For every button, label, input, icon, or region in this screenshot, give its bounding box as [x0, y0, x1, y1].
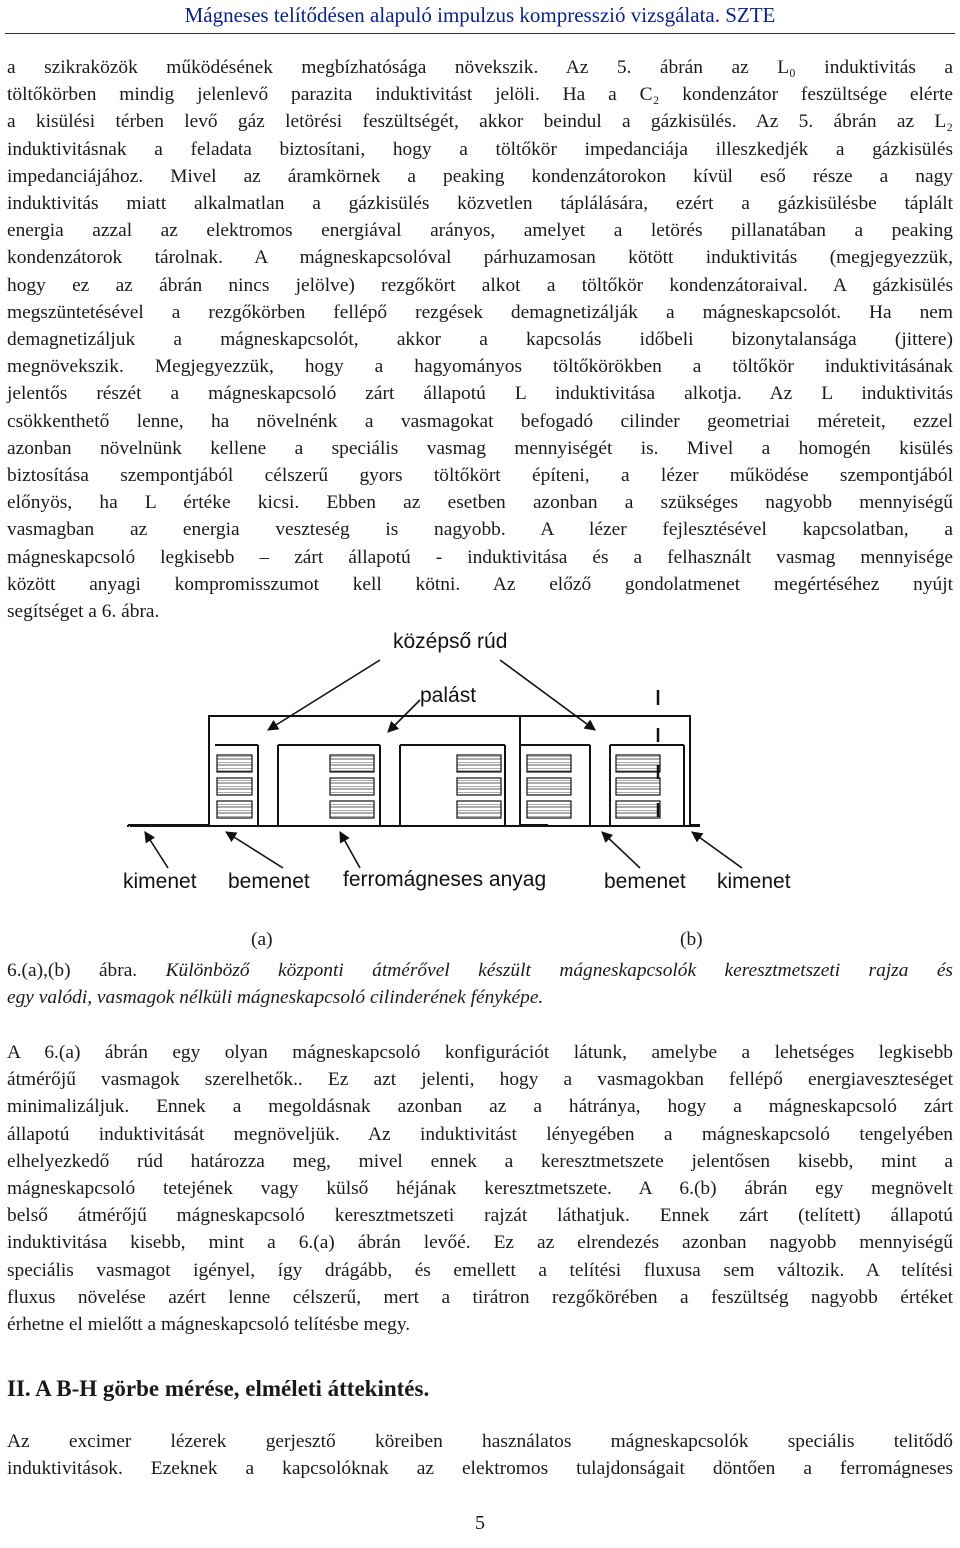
text-line: biztosítása szempontjából célszerű gyors töltőkört építeni, a lézer működése szempontjából — [7, 465, 953, 487]
text-line: a kisülési térben levő gáz letörési feszültségét, akkor beindul a gázkisülés. Az 5. ábrán az L₂ — [7, 111, 953, 133]
arrow-kimenet-left — [145, 832, 168, 868]
arrow-kozepso-rud-left — [268, 660, 380, 730]
text-line: induktivitása kisebb, mint a 6.(a) ábrán levőé. Ez az elrendezés azonban nagyobb mennyiségű — [7, 1232, 953, 1254]
text-line: kondenzátorok tárolnak. A mágneskapcsolóval párhuzamosan kötött induktivitás (megjegyezzük, — [7, 247, 953, 269]
label-ferromagneses: ferromágneses anyag — [343, 868, 547, 891]
coil-block — [457, 801, 501, 818]
coil-block — [457, 755, 501, 772]
text-line: fluxus növelése azért lenne célszerű, mert a tirátron rezgőkörében a feszültség nagyobb értéket — [7, 1286, 953, 1308]
label-kozepso-rud: középső rúd — [393, 630, 508, 653]
text-line: impedanciájához. Mivel az áramkörnek a peaking kondenzátorokon kívül eső része a nagy — [7, 165, 953, 187]
text-line: demagnetizáljuk a mágneskapcsolót, akkor a kapcsolás időbeli bizonytalansága (jittere) — [7, 329, 953, 351]
text-line: belső átmérőjű mágneskapcsoló keresztmetszeti rajzát láthatjuk. Ennek zárt (telített) állapotú — [7, 1205, 953, 1227]
text-line: induktivitásnak a feladata biztosítani, hogy a töltőkör impedanciája illeszkedjék a gázkisülés — [7, 138, 953, 160]
text-line: speciális vasmagot igényel, így drágább, és emellett a telítési fluxusa sem változik. A telítési — [7, 1259, 953, 1281]
text-line: átmérőjű vasmagok szerelhetők.. Ez azt jelenti, hogy a vasmagokban fellépő energiaveszteséget — [7, 1069, 953, 1091]
text-line: állapotú induktivitását megnöveljük. Az induktivitást lényegében a mágneskapcsoló tengelyében — [7, 1123, 953, 1145]
text-line: minimalizáljuk. Ennek a megoldásnak azonban az a hátránya, hogy a mágneskapcsoló zárt — [7, 1096, 953, 1118]
arrow-ferromagneses — [340, 832, 360, 868]
coil-block — [217, 801, 252, 818]
caption-text-1: Különböző központi átmérővel készült mágneskapcsolók keresztmetszeti rajza és — [165, 960, 953, 981]
coil-block — [527, 778, 571, 795]
caption-text-2: egy valódi, vasmagok nélküli mágneskapcsoló cilinderének fényképe. — [7, 987, 544, 1009]
text-line: mágneskapcsoló legkisebb – zárt állapotú - induktivitása és a felhasznált vasmag mennyisége — [7, 546, 953, 568]
text-line: elhelyezkedő rúd határozza meg, mivel ennek a keresztmetszete jelentősen kisebb, mint a — [7, 1150, 953, 1172]
subfigure-b-label: (b) — [680, 929, 703, 950]
text-line: hogy ez az ábrán nincs jelölve) rezgőkört alkot a töltőkör kondenzátoraival. A gázkisülés — [7, 274, 953, 296]
text-line: töltőkörben mindig jelenlevő parazita induktivitást jelöli. Ha a C₂ kondenzátor feszültsége elérte — [7, 84, 953, 106]
text-line: induktivitások. Ezeknek a kapcsolóknak az elektromos tulajdonságait döntően a ferromágneses — [7, 1458, 953, 1480]
text-line: érhetne el mielőtt a mágneskapcsoló telítésbe megy. — [7, 1314, 411, 1336]
arrow-bemenet-right — [602, 832, 640, 868]
coil-block — [616, 801, 660, 818]
label-bemenet-left: bemenet — [228, 870, 310, 893]
label-palast: palást — [420, 684, 477, 707]
section-heading: II. A B-H görbe mérése, elméleti áttekintés. — [7, 1376, 430, 1401]
coil-block — [616, 778, 660, 795]
text-line: mágneskapcsoló tetejének vagy külső héjának keresztmetszete. A 6.(b) ábrán egy megnövelt — [7, 1178, 953, 1200]
coil-block — [330, 801, 374, 818]
arrow-bemenet-left — [226, 832, 283, 868]
arrow-kozepso-rud-right — [500, 660, 595, 730]
text-line: között anyagi kompromisszumot kell kötni. Az előző gondolatmenet megértéséhez nyújt — [7, 573, 953, 595]
coil-block — [527, 755, 571, 772]
text-line: csökkenthető lenne, ha növelnénk a vasmagokat befogadó cilinder geometriai méreteit, ezzel — [7, 410, 953, 432]
coil-block — [217, 778, 252, 795]
text-line: A 6.(a) ábrán egy olyan mágneskapcsoló konfigurációt látunk, amelybe a lehetséges legkisebb — [7, 1042, 953, 1063]
coil-block — [527, 801, 571, 818]
coil-block — [330, 755, 374, 772]
text-line: azonban növelnünk kellene a speciális vasmag mennyiségét is. Mivel a homogén kisülés — [7, 437, 953, 459]
text-line: induktivitás miatt alkalmatlan a gázkisülés közvetlen táplálására, ezért a gázkisülésbe táplált — [7, 193, 953, 215]
figure-caption — [7, 957, 953, 1011]
paragraph-3 — [7, 1428, 953, 1482]
label-kimenet-left: kimenet — [123, 870, 197, 893]
text-line: jelentős részét a mágneskapcsoló zárt állapotú L induktivitása alkotja. Az L induktivitás — [7, 383, 953, 405]
text-line: vasmagban az energia veszteség is nagyobb. A lézer fejlesztésével kapcsolatban, a — [7, 519, 953, 541]
coil-block — [217, 755, 252, 772]
text-line: megszüntetésével a rezgőkörben fellépő rezgések demagnetizálják a mágneskapcsolót. Ha nem — [7, 301, 953, 323]
coil-block — [457, 778, 501, 795]
text-line: előnyös, ha L értéke kicsi. Ebben az esetben azonban a szükséges nagyobb mennyiségű — [7, 492, 953, 514]
coil-block — [616, 755, 660, 772]
subfigure-a-label: (a) — [251, 929, 273, 950]
text-line: energia azzal az elektromos energiával arányos, amelyet a letörés pillanatában a peaking — [7, 220, 953, 242]
page-number: 5 — [475, 1512, 485, 1534]
arrow-kimenet-right — [692, 832, 742, 868]
label-kimenet-right: kimenet — [717, 870, 791, 893]
label-bemenet-right: bemenet — [604, 870, 686, 893]
text-line: segítséget a 6. ábra. — [7, 601, 160, 623]
running-header: Mágneses telítődésen alapuló impulzus kompresszió vizsgálata. SZTE — [184, 3, 776, 27]
caption-prefix: 6.(a),(b) ábra. — [7, 960, 138, 981]
coil-block — [330, 778, 374, 795]
text-line: Az excimer lézerek gerjesztő köreiben használatos mágneskapcsolók speciális telitődő — [7, 1431, 953, 1452]
text-line: a szikraközök működésének megbízhatósága növekszik. Az 5. ábrán az L₀ induktivitás a — [7, 57, 953, 78]
paragraph-2 — [7, 1039, 953, 1338]
text-line: megnövekszik. Megjegyezzük, hogy a hagyományos töltőkörökben a töltőkör induktivitásának — [7, 356, 953, 378]
